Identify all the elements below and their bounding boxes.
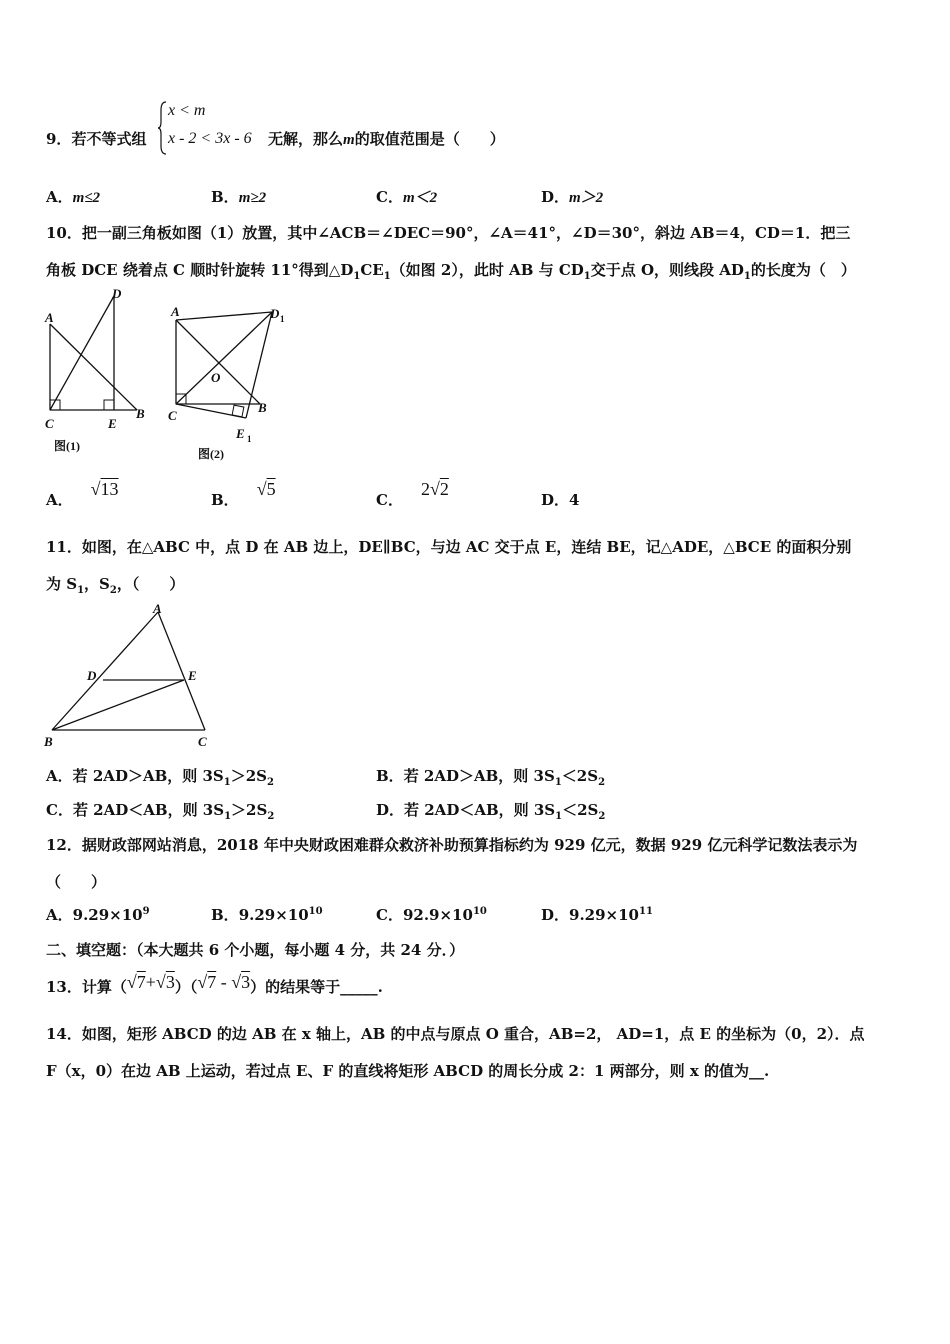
fig11-label-e: E [188, 668, 197, 683]
q12-line1: 12．据财政部网站消息，2018 年中央财政困难群众救济补助预算指标约为 929 亿元，数据 929 亿元科学记数法表示为 [46, 836, 858, 854]
fig1-label-e: E [108, 416, 117, 431]
fig1-label-c: C [45, 416, 54, 431]
fig1-label-b: B [136, 406, 145, 421]
q11-line1: 11．如图，在△ABC 中，点 D 在 AB 边上，DE∥BC，与边 AC 交于点 E，连结 BE，记△ADE，△BCE 的面积分别 [46, 538, 852, 556]
q11-option-a: A．若 2AD＞AB，则 $3S_1>2S_2$ [46, 767, 274, 788]
q9-stem-end [268, 128, 505, 149]
fig2-label-b: B [258, 400, 267, 415]
q10-option-a: A．√13 [46, 479, 119, 509]
fig2-caption: 图(2) [198, 447, 224, 461]
q9-inequality-system [158, 100, 268, 156]
q10-line2: 角板 DCE 绕着点 C 顺时针旋转 11°得到$\triangle D_1CE_1$（如图 2），此时 AB 与 $CD_1$交于点 O，则线段 $AD_1$的长度为（ ） [46, 261, 856, 282]
q9-number: 9． [46, 130, 72, 148]
q14-line2: F（x，0）在边 AB 上运动，若过点 E、F 的直线将矩形 ABCD 的周长分成 2：1 两部分，则 x 的值为__. [46, 1062, 770, 1080]
q9-system-line1: x < m [168, 102, 206, 119]
q10-option-d: D．4 [541, 491, 580, 509]
q10-option-c: C．2√2 [376, 479, 449, 509]
q11-option-c: C．若 2AD＜AB，则 $3S_1>2S_2$ [46, 801, 275, 822]
q13: 13．计算（√7+√3）（√7 - √3）的结果等于_____. [46, 972, 383, 996]
q10-figure-1 [40, 284, 150, 459]
fig2-label-d1-sub: 1 [280, 314, 285, 324]
fig2-label-d1: D [270, 306, 280, 321]
fig2-label-o: O [211, 370, 221, 385]
q9-system-line2: x - 2 < 3x - 6 [168, 130, 252, 147]
fig11-label-c: C [198, 734, 207, 749]
fig2-label-e1-sub: 1 [247, 434, 252, 444]
q12-line2: （ ） [46, 873, 107, 891]
q11-line2: 为 $S_1$，$S_2$，（ ） [46, 575, 185, 596]
q11-figure [40, 600, 220, 750]
fig1-label-a: A [45, 310, 54, 325]
q9-option-d: D．m＞2 [541, 188, 604, 206]
q14-line1: 14．如图，矩形 ABCD 的边 AB 在 x 轴上，AB 的中点与原点 O 重合，AB=2， AD=1，点 E 的坐标为（0，2）．点 [46, 1025, 865, 1043]
fig1-label-d: D [112, 286, 122, 301]
q11-option-b: B．若 2AD＞AB，则 $3S_1<2S_2$ [376, 767, 606, 788]
q9-var: m [343, 132, 355, 148]
q9-option-b: B．m≥2 [211, 188, 267, 206]
q9-prefix: 若不等式组 [71, 130, 147, 148]
q12-option-a: A．$9.29\times 10^9$ [46, 906, 150, 924]
q12-option-c: C．$92.9\times 10^{10}$ [376, 906, 487, 924]
q12-option-b: B．$9.29\times 10^{10}$ [211, 906, 323, 924]
brace-icon [158, 100, 168, 156]
fig1-caption: 图(1) [54, 439, 80, 453]
fig2-label-a: A [171, 304, 180, 319]
section-2-heading: 二、填空题：（本大题共 6 个小题，每小题 4 分，共 24 分．） [46, 941, 465, 959]
q9-stem [46, 128, 146, 149]
q10-option-b: B．√5 [211, 479, 276, 509]
q9-option-a: A．m≤2 [46, 188, 101, 206]
fig11-label-b: B [44, 734, 53, 749]
q12-option-d: D．$9.29\times 10^{11}$ [541, 906, 653, 924]
fig11-label-d: D [87, 668, 97, 683]
fig2-label-c: C [168, 408, 177, 423]
q9-option-c: C．m＜2 [376, 188, 438, 206]
q10-figure-2 [160, 296, 290, 466]
q11-option-d: D．若 2AD＜AB，则 $3S_1<2S_2$ [376, 801, 606, 822]
q9-suffix-a: 无解，那么 [268, 130, 344, 148]
q10-line1: 10．把一副三角板如图（1）放置，其中∠ACB＝∠DEC＝90°，∠A＝41°，∠D＝30°，斜边 AB＝4，CD＝1．把三 [46, 224, 851, 242]
fig11-label-a: A [153, 601, 162, 616]
fig2-label-e1: E [236, 426, 245, 441]
q9-suffix-b: 的取值范围是（ ） [354, 130, 505, 148]
